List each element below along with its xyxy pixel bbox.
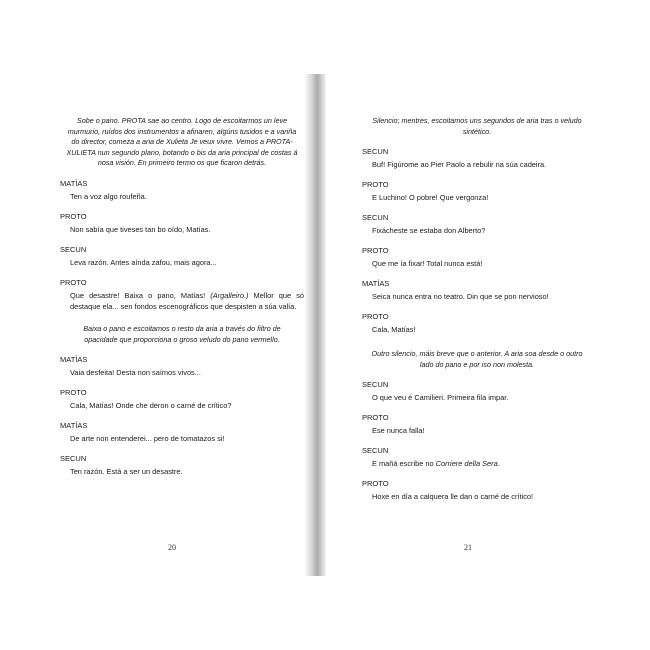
speaker-name: PROTO: [60, 211, 87, 221]
dialogue-line: De arte non entenderei... pero de tomatazos si!: [70, 434, 225, 444]
stage-direction: Baixa o pano e escoitamos o resto da aria a través do filtro de opacidade que proporciona o groso veludo do pano vermello.: [83, 323, 281, 344]
right-page: [326, 74, 610, 576]
speaker-name: SECUN: [362, 147, 389, 157]
dialogue-text: Que desastre! Baixa o pano, Matías!: [70, 290, 211, 300]
dialogue-line: Seica nunca entra no teatro. Din que se pon nervioso!: [372, 292, 549, 302]
dialogue-line: Ten razón. Está a ser un desastre.: [70, 467, 183, 477]
right-page-text: [362, 116, 592, 502]
speaker-name: PROTO: [362, 180, 389, 190]
dialogue-line: Ten a voz algo roufeña.: [70, 191, 147, 201]
dialogue-line: Ese nunca falla!: [372, 426, 425, 436]
dialogue-line: Cala, Matías!: [372, 325, 416, 335]
left-page: [40, 74, 304, 576]
book-gutter-shadow: [304, 74, 326, 576]
speaker-name: PROTO: [362, 312, 389, 322]
speaker-name: SECUN: [60, 244, 87, 254]
page-number: 21: [464, 543, 472, 552]
dialogue-line: Non sabía que tiveses tan bo oído, Matías.: [70, 224, 211, 234]
page-number: 20: [168, 543, 176, 552]
speaker-name: SECUN: [362, 380, 389, 390]
dialogue-line: E Luchino! O pobre! Que vergonza!: [372, 193, 489, 203]
dialogue-line: [372, 458, 592, 469]
stage-direction: Outro silencio, máis breve que o anterior. A aria soa desde o outro lado do pano e por iso non molesta.: [371, 349, 583, 369]
speaker-name: PROTO: [362, 246, 389, 256]
speaker-name: PROTO: [60, 277, 87, 287]
dialogue-line: O que veu é Camilieri. Primeira fila impar.: [372, 393, 509, 403]
speaker-name: SECUN: [362, 213, 389, 223]
dialogue-line: Que me ía fixar! Total nunca está!: [372, 259, 483, 269]
speaker-name: SECUN: [362, 446, 389, 456]
dialogue-line: [70, 290, 304, 312]
speaker-name: SECUN: [60, 454, 87, 464]
speaker-name: MATÍAS: [362, 279, 390, 289]
speaker-name: MATÍAS: [60, 178, 88, 188]
stage-direction: Silencio; mentres, escoitamos uns segundos de aria tras o veludo sintético.: [372, 116, 582, 136]
dialogue-text: E mañá escribe no: [372, 459, 436, 469]
speaker-name: MATÍAS: [60, 355, 88, 365]
dialogue-line: Fixácheste se estaba don Alberto?: [372, 226, 486, 236]
dialogue-line: Leva razón. Antes aínda zafou, mais agora...: [70, 257, 217, 267]
dialogue-line: Hoxe en día a calquera lle dan o carné de crítico!: [372, 492, 534, 502]
dialogue-line: Vaia desfeita! Desta non saímos vivos...: [70, 368, 201, 378]
speaker-name: PROTO: [362, 413, 389, 423]
dialogue-text: Mellor que só destaque ela... sen fondos escenográficos que despisten a súa valía.: [70, 290, 305, 311]
speaker-name: PROTO: [60, 388, 87, 398]
newspaper-title: Corriere della Sera: [435, 459, 498, 469]
dialogue-line: Buf! Figúrome ao Pier Paolo a rebulir na súa cadeira.: [372, 160, 547, 170]
dialogue-line: Cala, Matías! Onde che deron o carné de crítico?: [70, 401, 232, 411]
dialogue-text: .: [497, 459, 500, 469]
speaker-name: MATÍAS: [60, 421, 88, 431]
speaker-name: PROTO: [362, 479, 389, 489]
aside-direction: (Argalleiro.): [210, 290, 249, 300]
left-page-text: [60, 116, 304, 477]
stage-direction: Sobe o pano. PROTA sae ao centro. Logo de escoitarmos un leve murmurio, ruídos dos instrumentos a afinaren, algúns tusidos e a variña do director, comeza a aria de Xulieta Je veux vivre. Vemos a PROTA-XULIETA nun segundo plano, botando o bis da aria principal de costas á nosa visión. En primeiro termo os que ficaron detrás.: [66, 116, 298, 168]
